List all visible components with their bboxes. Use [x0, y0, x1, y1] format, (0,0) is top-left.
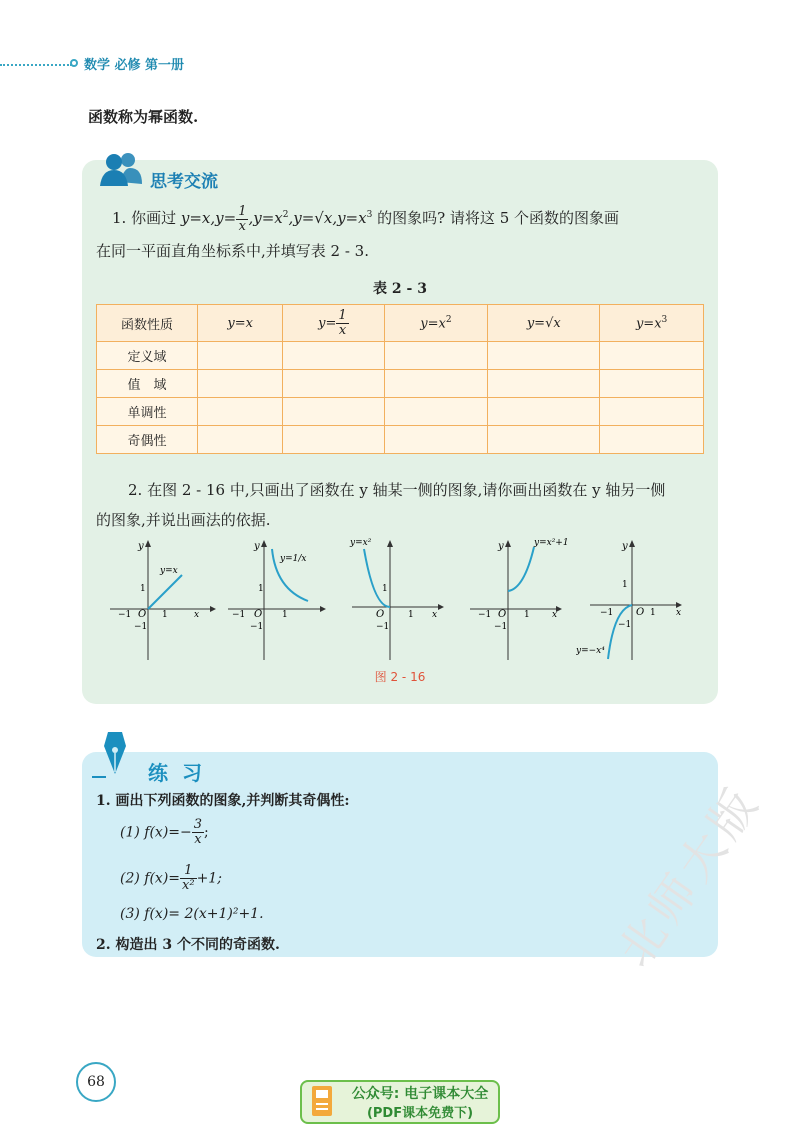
graph-y-equals-neg-x-to-4: [576, 535, 686, 665]
exercise-sub-3: (3) f(x)= 2(x+1)²+1.: [120, 906, 264, 922]
svg-text:y=−x⁴: y=−x⁴: [576, 646, 605, 656]
exercise-item-2: 2. 构造出 3 个不同的奇函数.: [96, 937, 280, 953]
header-circle-icon: [70, 59, 78, 67]
exercise-sub-1: (1) f(x)=− $\frac{3}{x}$ ;: [120, 817, 209, 847]
graph-y-equals-1-over-x: [228, 535, 338, 665]
q1-func-3: ,y=x: [248, 209, 283, 227]
svg-text:y=x²+1: y=x²+1: [534, 538, 569, 548]
graph-y-equals-x-squared-plus-1: [464, 535, 574, 665]
table-header-cell: y= $\frac{1}{x}$: [283, 305, 384, 342]
svg-text:O: O: [498, 609, 507, 620]
exercise-item-1: 1. 画出下列函数的图象,并判断其奇偶性:: [96, 793, 350, 809]
svg-text:1: 1: [258, 584, 264, 594]
svg-text:1: 1: [408, 610, 414, 620]
svg-text:y: y: [498, 541, 504, 552]
svg-text:y: y: [138, 541, 144, 552]
banner-line-1: 公众号: 电子课本大全: [351, 1086, 489, 1102]
q1-prefix: 1. 你画过: [112, 209, 181, 227]
property-table: [96, 304, 704, 454]
svg-text:y: y: [254, 541, 260, 552]
q1-func-4: ,y=√x: [288, 209, 333, 227]
exercise-title: 练习: [148, 761, 216, 785]
exercise-sub-2: (2) f(x)= $\frac{1}{\text{x²}}$ +1;: [120, 863, 222, 893]
graph-y-equals-x: [110, 535, 220, 665]
table-header-cell: y=√x: [488, 305, 600, 342]
header-title: 数学 必修 第一册: [84, 58, 185, 73]
svg-text:−1: −1: [118, 610, 132, 620]
table-row: [97, 342, 704, 370]
svg-text:x: x: [552, 610, 558, 620]
q1-func-5: ,y=x: [332, 209, 367, 227]
table-row: [97, 426, 704, 454]
svg-text:O: O: [254, 609, 263, 620]
question-2-line-1: 2. 在图 2 - 16 中,只画出了函数在 y 轴某一侧的图象,请你画出函数在 y 轴另一侧: [128, 481, 666, 499]
pen-nib-icon: [92, 728, 138, 780]
publisher-watermark: 北师大版: [607, 774, 771, 977]
svg-text:1: 1: [282, 610, 288, 620]
svg-text:−1: −1: [478, 610, 492, 620]
svg-text:x: x: [194, 610, 200, 620]
banner-line-2: (PDF课本免费下): [366, 1106, 474, 1121]
table-row-label: 奇偶性: [97, 426, 198, 454]
svg-text:x: x: [432, 610, 438, 620]
table-header-cell: y=x: [198, 305, 283, 342]
svg-text:O: O: [636, 607, 645, 618]
svg-text:1: 1: [140, 584, 146, 594]
q1-suffix: 的图象吗? 请将这 5 个函数的图象画: [377, 209, 620, 227]
svg-text:−1: −1: [494, 622, 508, 632]
svg-text:1: 1: [622, 580, 628, 590]
svg-text:y=1/x: y=1/x: [280, 554, 307, 564]
table-caption: 表 2 - 3: [373, 281, 427, 297]
table-row-label: 单调性: [97, 398, 198, 426]
svg-text:1: 1: [524, 610, 530, 620]
people-icon: [96, 150, 146, 188]
svg-text:y=x²: y=x²: [350, 538, 372, 548]
svg-text:−1: −1: [134, 622, 148, 632]
svg-text:−1: −1: [618, 620, 632, 630]
q1-func-1: y=x,: [180, 209, 216, 227]
question-2-line-2: 的图象,并说出画法的依据.: [96, 511, 271, 529]
table-header-cell: $y=x^3$: [600, 305, 704, 342]
table-row: [97, 398, 704, 426]
svg-text:−1: −1: [250, 622, 264, 632]
svg-text:−1: −1: [376, 622, 390, 632]
q1-func-2: y=: [215, 209, 237, 227]
table-header-cell: $y=x^2$: [384, 305, 488, 342]
svg-text:−1: −1: [600, 608, 614, 618]
q1-fraction: $\frac{1}{x}$: [238, 203, 247, 234]
svg-text:1: 1: [650, 608, 656, 618]
question-1-line-2: 在同一平面直角坐标系中,并填写表 2 - 3.: [96, 242, 369, 260]
svg-text:x: x: [676, 608, 682, 618]
svg-text:1: 1: [162, 610, 168, 620]
table-header-cell: 函数性质: [97, 305, 198, 342]
figure-caption: 图 2 - 16: [374, 670, 426, 684]
graph-y-equals-x-squared: [346, 535, 456, 665]
think-title: 思考交流: [150, 172, 218, 192]
svg-text:y=x: y=x: [160, 566, 178, 576]
table-row: [97, 370, 704, 398]
svg-text:−1: −1: [232, 610, 246, 620]
page-number: 68: [76, 1062, 116, 1102]
table-row-label: 定义域: [97, 342, 198, 370]
table-row-label: 值 域: [97, 370, 198, 398]
svg-text:y: y: [622, 541, 628, 552]
header-dotted-line: [0, 64, 72, 66]
svg-text:1: 1: [382, 584, 388, 594]
svg-text:O: O: [138, 609, 147, 620]
table-header-row: [97, 305, 704, 342]
book-icon: [308, 1084, 338, 1120]
question-1-line-1: 1. 你画过 y=x,y= $\frac{1}{x}$ $,y=x^2,y=√x,y=x^3$ 的图象吗? 请将这 5 个函数的图象画: [112, 203, 620, 234]
svg-text:O: O: [376, 609, 385, 620]
lead-text: 函数称为幂函数.: [88, 108, 199, 126]
